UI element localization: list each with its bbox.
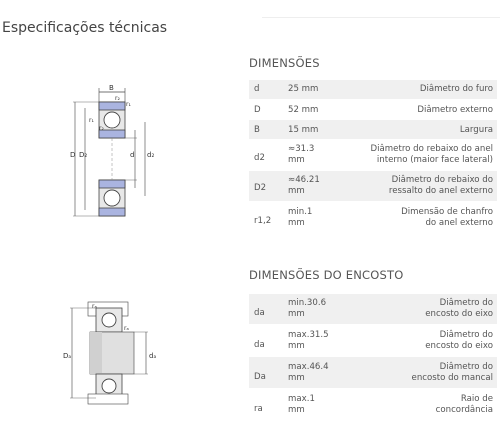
- label-da: dₐ: [149, 352, 157, 360]
- table-row: [249, 357, 497, 389]
- description: Diâmetro do rebaixo do anel: [370, 144, 493, 154]
- value: ≈46.21: [288, 175, 320, 185]
- description: Diâmetro do: [439, 362, 493, 372]
- value-unit: mm: [288, 405, 305, 415]
- label-D: D: [70, 151, 76, 159]
- divider: [262, 17, 500, 18]
- label-ra-top: rₐ: [92, 303, 97, 310]
- table-row: [249, 202, 497, 233]
- symbol: r1,2: [254, 216, 272, 226]
- label-Da: Dₐ: [63, 352, 72, 360]
- description-line2: do anel externo: [425, 218, 493, 228]
- table-row: [249, 389, 497, 421]
- dimensions-table: [249, 80, 497, 233]
- description-line2: concordância: [435, 405, 493, 415]
- description: Diâmetro do furo: [419, 84, 493, 94]
- description-line2: ressalto do anel externo: [388, 186, 493, 196]
- label-d2: d₂: [147, 151, 155, 159]
- value: min.1: [288, 207, 313, 217]
- value-unit: mm: [288, 155, 305, 165]
- label-d: d: [130, 151, 135, 159]
- description-line2: encosto do eixo: [425, 309, 493, 319]
- table-row: [249, 171, 497, 202]
- value: 52 mm: [288, 105, 319, 115]
- table-row: [249, 120, 497, 140]
- value: max.1: [288, 394, 315, 404]
- table-row: [249, 80, 497, 100]
- label-B: B: [109, 84, 114, 92]
- description: Diâmetro do: [439, 298, 493, 308]
- bearing-dimension-diagram: [65, 82, 160, 242]
- value: ≈31.3: [288, 144, 315, 154]
- value-unit: mm: [288, 186, 305, 196]
- value-unit: mm: [288, 373, 305, 383]
- description-line2: encosto do eixo: [425, 341, 493, 351]
- description: Diâmetro do: [439, 330, 493, 340]
- symbol: d: [254, 84, 260, 94]
- abutment-diagram: [62, 298, 162, 408]
- table-row: [249, 325, 497, 357]
- symbol: da: [254, 308, 265, 318]
- description: Largura: [459, 125, 493, 135]
- value: 15 mm: [288, 125, 319, 135]
- description-line2: interno (maior face lateral): [376, 155, 493, 165]
- value: max.31.5: [288, 330, 329, 340]
- description-line2: encosto do mancal: [411, 373, 493, 383]
- abutment-title: DIMENSÕES DO ENCOSTO: [249, 268, 404, 282]
- description: Raio de: [460, 394, 493, 404]
- symbol: d2: [254, 153, 265, 163]
- label-r2: r₂: [115, 95, 120, 102]
- table-row: [249, 140, 497, 171]
- abutment-table: [249, 294, 497, 421]
- label-ra-side: rₐ: [124, 325, 129, 332]
- label-r1-right: r₁: [126, 101, 131, 108]
- dimensions-title: DIMENSÕES: [249, 56, 320, 70]
- value-unit: mm: [288, 309, 305, 319]
- symbol: B: [254, 125, 260, 135]
- label-r1-left: r₁: [89, 117, 94, 124]
- table-row: [249, 100, 497, 120]
- value: max.46.4: [288, 362, 329, 372]
- symbol: D: [254, 105, 261, 115]
- symbol: da: [254, 340, 265, 350]
- description: Diâmetro do rebaixo do: [391, 175, 493, 185]
- value-unit: mm: [288, 341, 305, 351]
- value: 25 mm: [288, 84, 319, 94]
- value: min.30.6: [288, 298, 327, 308]
- table-row: [249, 294, 497, 325]
- symbol: Da: [254, 372, 266, 382]
- label-r2-left: r₂: [99, 125, 104, 132]
- label-D2: D₂: [79, 151, 88, 159]
- symbol: ra: [254, 404, 263, 414]
- symbol: D2: [254, 183, 267, 193]
- description: Dimensão de chanfro: [401, 207, 493, 217]
- description: Diâmetro externo: [417, 105, 493, 115]
- page-title: Especificações técnicas: [2, 20, 168, 36]
- value-unit: mm: [288, 218, 305, 228]
